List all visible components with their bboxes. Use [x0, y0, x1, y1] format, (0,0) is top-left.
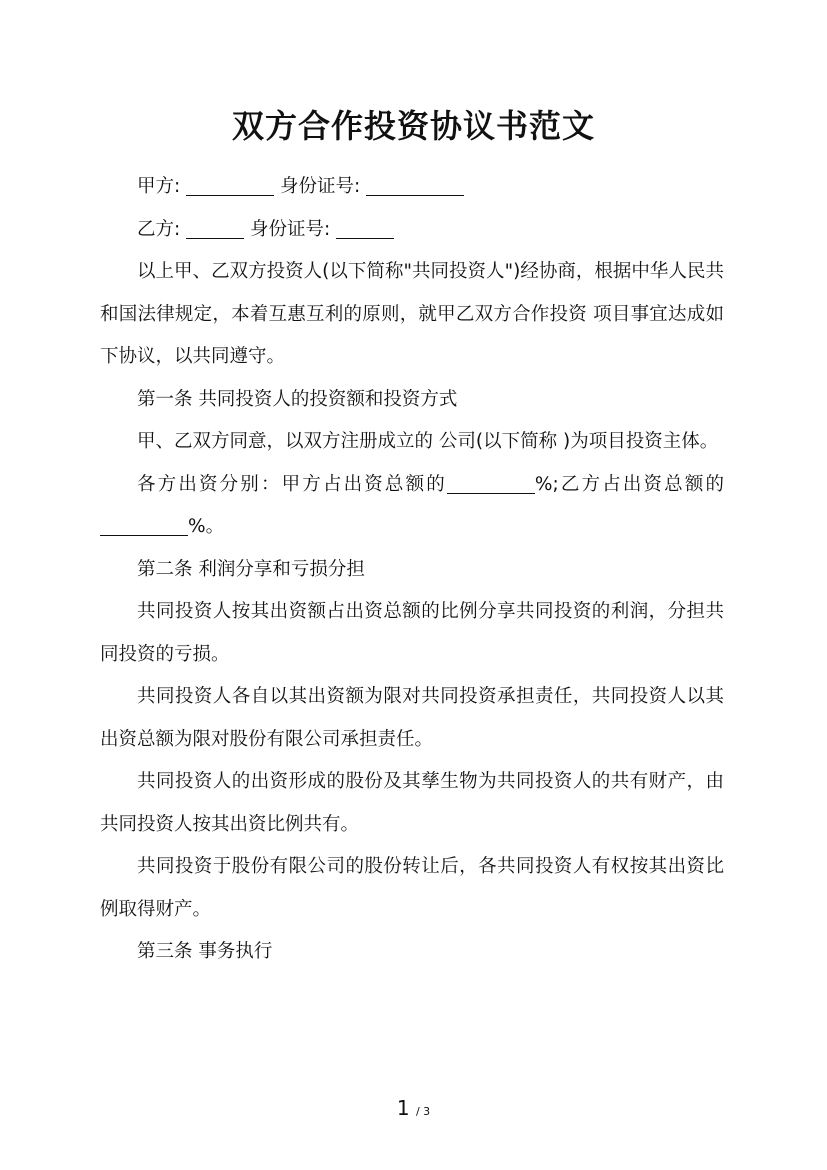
article-3-heading: 第三条 事务执行: [137, 941, 273, 962]
contribution-text-b: %;乙方占出资总额的: [534, 473, 724, 495]
party-b-share-blank: [100, 511, 188, 536]
intro-paragraph: 以上甲、乙双方投资人(以下简称"共同投资人")经协商，根据中华人民共和国法律规定，本着互惠互利的原则，就甲乙双方合作投资 项目事宜达成如下协议，以共同遵守。: [100, 261, 724, 367]
article-2-paragraph-3: 共同投资人的出资形成的股份及其孳生物为共同投资人的共有财产，由共同投资人按其出资比例共有。: [100, 771, 724, 835]
party-b-label: 乙方:: [137, 218, 181, 240]
article-2-paragraph-4: 共同投资于股份有限公司的股份转让后，各共同投资人有权按其出资比例取得财产。: [100, 856, 724, 920]
contribution-text-a: 各方出资分别：甲方占出资总额的: [137, 473, 447, 495]
party-b-name-blank: [186, 214, 244, 239]
party-b-id-blank: [336, 214, 394, 239]
page-number: [0, 1094, 827, 1126]
article-2-paragraph-2: 共同投资人各自以其出资额为限对共同投资承担责任，共同投资人以其出资总额为限对股份有限公司承担责任。: [100, 686, 724, 750]
article-2-heading: 第二条 利润分享和亏损分担: [137, 558, 365, 580]
article-1-paragraph-2: [100, 464, 724, 549]
party-a-name-blank: [186, 171, 274, 196]
party-b-id-label: 身份证号:: [250, 218, 331, 240]
document-body: [100, 166, 724, 974]
article-1-paragraph-1: 甲、乙双方同意，以双方注册成立的 公司(以下简称 )为项目投资主体。: [137, 431, 719, 452]
party-a-share-blank: [447, 469, 535, 494]
party-a-id-label: 身份证号:: [280, 176, 361, 197]
party-a-line: [100, 166, 724, 209]
party-a-label: 甲方:: [137, 176, 181, 197]
total-pages: / 3: [415, 1105, 431, 1118]
contribution-text-c: %。: [188, 516, 225, 537]
article-1-heading: 第一条 共同投资人的投资额和投资方式: [137, 388, 458, 410]
document-title: 双方合作投资协议书范文: [231, 107, 595, 145]
party-b-line: [100, 209, 724, 252]
current-page-number: 1: [396, 1096, 410, 1120]
article-2-paragraph-1: 共同投资人按其出资额占出资总额的比例分享共同投资的利润，分担共同投资的亏损。: [100, 601, 724, 665]
party-a-id-blank: [366, 171, 464, 196]
